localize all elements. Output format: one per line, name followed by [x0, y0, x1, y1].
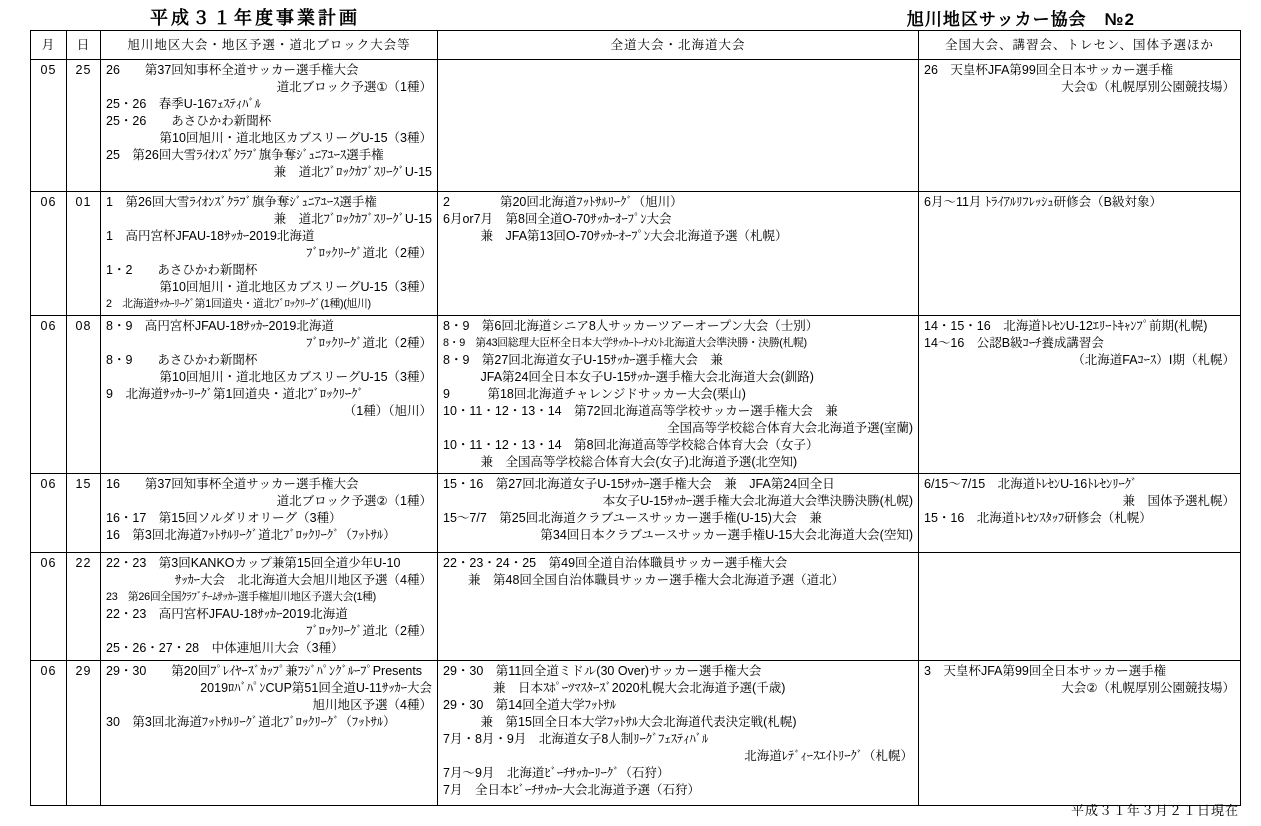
month-cell: 06 — [31, 474, 67, 553]
month-cell: 06 — [31, 316, 67, 474]
event-line: 9 北海道ｻｯｶｰﾘｰｸﾞ第1回道央・道北ﾌﾞﾛｯｸﾘｰｸﾞ — [106, 387, 364, 401]
event-line: 16 第37回知事杯全道サッカー選手権大会 — [106, 477, 359, 491]
organization-title: 旭川地区サッカー協会 №2 — [906, 10, 1135, 29]
national-events-cell — [919, 60, 1241, 192]
table-row — [31, 553, 1241, 661]
event-line: 兼 全国高等学校総合体育大会(女子)北海道予選(北空知) — [443, 455, 798, 469]
event-line: 29・30 第14回全道大学ﾌｯﾄｻﾙ — [443, 698, 616, 712]
day-cell: 29 — [67, 661, 101, 806]
as-of-date-note: 平成３１年３月２１日現在 — [1070, 803, 1239, 818]
event-line: 8・9 第43回総理大臣杯全日本大学ｻｯｶｰﾄｰﾅﾒﾝﾄ北海道大会準決勝・決勝(札幌) — [443, 337, 807, 349]
header-hokkaido-events: 全道大会・北海道大会 — [438, 31, 919, 60]
event-line: 1 高円宮杯JFAU-18ｻｯｶｰ2019北海道 — [106, 229, 315, 243]
event-line: 25・26 春季U-16ﾌｪｽﾃｨﾊﾞﾙ — [106, 97, 261, 111]
event-line: 兼 JFA第13回O-70ｻｯｶｰｵｰﾌﾟﾝ大会北海道予選（札幌） — [443, 229, 788, 243]
event-line: 第10回旭川・道北地区カブスリーグU-15（3種） — [159, 131, 432, 145]
event-line: 15・16 北海道ﾄﾚｾﾝｽﾀｯﾌ研修会（札幌） — [924, 511, 1152, 525]
hokkaido-events-cell — [438, 60, 919, 192]
event-line: 兼 日本ｽﾎﾟｰﾂﾏｽﾀｰｽﾞ2020札幌大会北海道予選(千歳) — [443, 681, 786, 695]
district-events-cell — [101, 316, 438, 474]
event-line: 10・11・12・13・14 第8回北海道高等学校総合体育大会（女子） — [443, 438, 819, 452]
event-line: 14・15・16 北海道ﾄﾚｾﾝU-12ｴﾘｰﾄｷｬﾝﾌﾟ前期(札幌) — [924, 319, 1208, 333]
event-line: （1種）（旭川） — [343, 404, 432, 418]
event-line: 6月or7月 第8回全道O-70ｻｯｶｰｵｰﾌﾟﾝ大会 — [443, 212, 672, 226]
day-cell: 01 — [67, 192, 101, 316]
event-line: 第34回日本クラブユースサッカー選手権U-15大会北海道大会(空知) — [540, 528, 913, 542]
national-events-cell — [919, 474, 1241, 553]
event-line: 29・30 第20回ﾌﾟﾚｲﾔｰｽﾞｶｯﾌﾟ兼ﾌｼﾞﾊﾟﾝｸﾞﾙｰﾌﾟPresents — [106, 664, 423, 678]
event-line: 9 第18回北海道チャレンジドサッカー大会(栗山) — [443, 387, 746, 401]
table-header-row — [31, 31, 1241, 60]
event-line: 7月 全日本ﾋﾞｰﾁｻｯｶｰ大会北海道予選（石狩） — [443, 783, 700, 797]
header-national-events: 全国大会、講習会、トレセン、国体予選ほか — [919, 31, 1241, 60]
event-line: 3 天皇杯JFA第99回全日本サッカー選手権 — [924, 664, 1167, 678]
event-line: 道北ブロック予選②（1種） — [276, 494, 432, 508]
event-line: 16 第3回北海道ﾌｯﾄｻﾙﾘｰｸﾞ道北ﾌﾞﾛｯｸﾘｰｸﾞ（ﾌｯﾄｻﾙ） — [106, 528, 396, 542]
hokkaido-events-cell — [438, 192, 919, 316]
hokkaido-events-cell — [438, 474, 919, 553]
day-cell: 08 — [67, 316, 101, 474]
event-line: 22・23 第3回KANKOカップ兼第15回全道少年U-10 — [106, 556, 401, 570]
hokkaido-events-cell — [438, 553, 919, 661]
month-cell: 06 — [31, 553, 67, 661]
national-events-cell — [919, 553, 1241, 661]
day-cell: 15 — [67, 474, 101, 553]
event-line: 7月～9月 北海道ﾋﾞｰﾁｻｯｶｰﾘｰｸﾞ（石狩） — [443, 766, 670, 780]
schedule-table-body — [31, 60, 1241, 806]
event-line: 26 天皇杯JFA第99回全日本サッカー選手権 — [924, 63, 1174, 77]
event-line: 兼 国体予選札幌） — [1122, 494, 1235, 508]
national-events-cell — [919, 316, 1241, 474]
event-line: 兼 第48回全国自治体職員サッカー選手権大会北海道予選（道北） — [443, 573, 845, 587]
event-line: 旭川地区予選（4種） — [312, 698, 432, 712]
district-events-cell — [101, 661, 438, 806]
event-line: 22・23・24・25 第49回全道自治体職員サッカー選手権大会 — [443, 556, 788, 570]
schedule-table — [30, 30, 1241, 806]
table-row — [31, 192, 1241, 316]
event-line: 26 第37回知事杯全道サッカー選手権大会 — [106, 63, 359, 77]
event-line: 29・30 第11回全道ミドル(30 Over)サッカー選手権大会 — [443, 664, 762, 678]
event-line: 7月・8月・9月 北海道女子8人制ﾘｰｸﾞﾌｪｽﾃｨﾊﾞﾙ — [443, 732, 709, 746]
event-line: 23 第26回全国ｸﾗﾌﾞﾁｰﾑｻｯｶｰ選手権旭川地区予選大会(1種) — [106, 591, 376, 603]
district-events-cell — [101, 474, 438, 553]
table-row — [31, 661, 1241, 806]
header-day: 日 — [67, 31, 101, 60]
district-events-cell — [101, 192, 438, 316]
event-line: 北海道ﾚﾃﾞｨｰｽｴｲﾄﾘｰｸﾞ（札幌） — [744, 749, 913, 763]
event-line: 道北ブロック予選①（1種） — [276, 80, 432, 94]
event-line: 第10回旭川・道北地区カブスリーグU-15（3種） — [159, 370, 432, 384]
day-cell: 22 — [67, 553, 101, 661]
event-line: 兼 道北ﾌﾞﾛｯｸｶﾌﾞｽﾘｰｸﾞU-15 — [273, 165, 432, 179]
header-district-events: 旭川地区大会・地区予選・道北ブロック大会等 — [101, 31, 438, 60]
table-row — [31, 474, 1241, 553]
table-row — [31, 60, 1241, 192]
event-line: 25・26・27・28 中体連旭川大会（3種） — [106, 641, 344, 655]
event-line: 1 第26回大雪ﾗｲｵﾝｽﾞｸﾗﾌﾞ旗争奪ｼﾞｭﾆｱﾕｰｽ選手権 — [106, 195, 377, 209]
national-events-cell — [919, 661, 1241, 806]
month-cell: 05 — [31, 60, 67, 192]
page-title: 平成３１年度事業計画 — [150, 8, 360, 28]
month-cell: 06 — [31, 661, 67, 806]
event-line: 30 第3回北海道ﾌｯﾄｻﾙﾘｰｸﾞ道北ﾌﾞﾛｯｸﾘｰｸﾞ（ﾌｯﾄｻﾙ） — [106, 715, 396, 729]
event-line: 15～7/7 第25回北海道クラブユースサッカー選手権(U-15)大会 兼 — [443, 511, 822, 525]
event-line: （北海道FAｺｰｽ）Ⅰ期（札幌） — [1072, 353, 1235, 367]
event-line: ｻｯｶｰ大会 北北海道大会旭川地区予選（4種） — [175, 573, 432, 587]
event-line: 兼 第15回全日本大学ﾌｯﾄｻﾙ大会北海道代表決定戦(札幌) — [443, 715, 797, 729]
event-line: 14～16 公認B級ｺｰﾁ養成講習会 — [924, 336, 1104, 350]
event-line: 25 第26回大雪ﾗｲｵﾝｽﾞｸﾗﾌﾞ旗争奪ｼﾞｭﾆｱﾕｰｽ選手権 — [106, 148, 384, 162]
event-line: ﾌﾞﾛｯｸﾘｰｸﾞ道北（2種） — [306, 246, 432, 260]
hokkaido-events-cell — [438, 316, 919, 474]
event-line: 大会①（札幌厚別公園競技場） — [1061, 80, 1235, 94]
event-line: 25・26 あさひかわ新聞杯 — [106, 114, 272, 128]
event-line: 兼 道北ﾌﾞﾛｯｸｶﾌﾞｽﾘｰｸﾞU-15 — [273, 212, 432, 226]
day-cell: 25 — [67, 60, 101, 192]
header-month: 月 — [31, 31, 67, 60]
event-line: 2 第20回北海道ﾌｯﾄｻﾙﾘｰｸﾞ（旭川） — [443, 195, 683, 209]
event-line: ﾌﾞﾛｯｸﾘｰｸﾞ道北（2種） — [306, 624, 432, 638]
district-events-cell — [101, 553, 438, 661]
event-line: 16・17 第15回ソルダリオリーグ（3種） — [106, 511, 342, 525]
event-line: 2 北海道ｻｯｶｰﾘｰｸﾞ第1回道央・道北ﾌﾞﾛｯｸﾘｰｸﾞ(1種)(旭川) — [106, 298, 371, 310]
district-events-cell — [101, 60, 438, 192]
event-line: 22・23 高円宮杯JFAU-18ｻｯｶｰ2019北海道 — [106, 607, 348, 621]
event-line: 8・9 第27回北海道女子U-15ｻｯｶｰ選手権大会 兼 — [443, 353, 723, 367]
event-line: 10・11・12・13・14 第72回北海道高等学校サッカー選手権大会 兼 — [443, 404, 838, 418]
event-line: JFA第24回全日本女子U-15ｻｯｶｰ選手権大会北海道大会(釧路) — [443, 370, 814, 384]
event-line: 第10回旭川・道北地区カブスリーグU-15（3種） — [159, 280, 432, 294]
event-line: 8・9 高円宮杯JFAU-18ｻｯｶｰ2019北海道 — [106, 319, 334, 333]
event-line: ﾌﾞﾛｯｸﾘｰｸﾞ道北（2種） — [306, 336, 432, 350]
hokkaido-events-cell — [438, 661, 919, 806]
event-line: 本女子U-15ｻｯｶｰ選手権大会北海道大会準決勝決勝(札幌) — [602, 494, 913, 508]
event-line: 15・16 第27回北海道女子U-15ｻｯｶｰ選手権大会 兼 JFA第24回全日 — [443, 477, 835, 491]
event-line: 全国高等学校総合体育大会北海道予選(室蘭) — [667, 421, 913, 435]
table-row — [31, 316, 1241, 474]
event-line: 8・9 第6回北海道シニア8人サッカーツアーオープン大会（士別） — [443, 319, 819, 333]
event-line: 大会②（札幌厚別公園競技場） — [1061, 681, 1235, 695]
month-cell: 06 — [31, 192, 67, 316]
event-line: 1・2 あさひかわ新聞杯 — [106, 263, 258, 277]
event-line: 2019ﾛﾊﾞﾊﾟﾝCUP第51回全道U-11ｻｯｶｰ大会 — [200, 681, 432, 695]
event-line: 6/15～7/15 北海道ﾄﾚｾﾝU-16ﾄﾚｾﾝﾘｰｸﾞ — [924, 477, 1138, 491]
event-line: 8・9 あさひかわ新聞杯 — [106, 353, 258, 367]
event-line: 6月～11月 ﾄﾗｲｱﾙﾘﾌﾚｯｼｭ研修会（B級対象） — [924, 195, 1162, 209]
national-events-cell — [919, 192, 1241, 316]
